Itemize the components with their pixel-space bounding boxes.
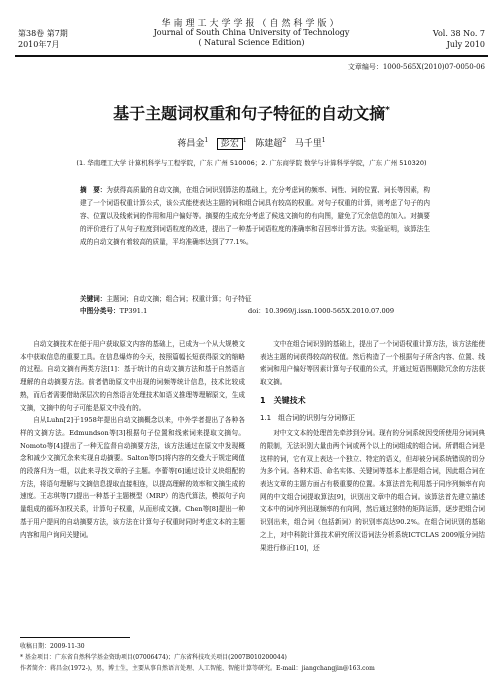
author-4: 马千里 [294, 139, 322, 149]
subsection-heading: 1.1 组合词的识别与分词修正 [260, 413, 356, 422]
journal-edition: ( Natural Science Edition) [198, 38, 305, 47]
body-column-right [260, 338, 485, 554]
abstract-label: 摘 要： [80, 186, 107, 194]
footnote-rule [20, 637, 130, 638]
author-list [0, 136, 503, 149]
date-cn: 2010年7月 [18, 40, 60, 49]
volume-issue-en: Vol. 38 No. 7 [432, 29, 485, 38]
paper-title-text: 基于主题词权重和句子特征的自动文摘 [113, 104, 386, 123]
header-rule [15, 55, 488, 57]
paragraph: 自动文摘技术在便于用户获取原文内容的基础上，已成为一个从大规模文本中获取信息的重要工具。在信息爆炸的今天，按照篇幅长短获得原文的缩略的过程。自动文摘有两类方法[1]：基于统计的自动文摘方法和基于自然语言理解的自动摘要方法。前者借助原文中出现的词频等统计信息，技术比较成熟，而后者需要借助深层次的自然语言处理技术如语义推理等理解原文，生成文摘，文摘中的句子可能是原文中没有的。 [20, 340, 245, 412]
author-3: 陈建超 [255, 139, 283, 149]
paper-title [0, 101, 503, 124]
keywords-text: 主题词；自动文摘；组合词；权重计算；句子特征 [106, 295, 252, 303]
author-1: 蒋昌金 [177, 139, 205, 149]
doi: doi：10.3969/j.issn.1000-565X.2010.07.009 [248, 307, 395, 315]
keywords [80, 293, 430, 303]
keywords-label: 关键词： [80, 295, 107, 303]
abstract [80, 184, 430, 249]
paragraph: 文中在组合词识别的基础上，提出了一个词语权重计算方法，该方法能使表达主题的词获得较高的权值。然后构造了一个根据句子所含内容、位置、线索词和用户偏好等因素计算句子权重的公式，并通过短语图剔除冗余的方法获取文摘。 [260, 340, 485, 387]
footnote-author-bio: 作者简介：蒋昌金(1972-)，男，博士生，主要从事自然语言处理、人工智能、智能计算等研究。E-mail：jiangchangjin@163.com [20, 665, 375, 672]
footnote-received: 收稿日期：2009-11-30 [20, 643, 85, 650]
author-2-affil: 1 [242, 137, 247, 144]
paragraph: 对中文文本的处理首先牵涉到分词。现有的分词系统因受所使用分词词典的限制，无法识别大量由两个词或两个以上的词组成的组合词。所谓组合词是这样的词，它有双上表达一个独立、特定的语义，但却被分词系统错误的切分为多个词。各种术语、命名实体、关键词等基本上都是组合词，因此组合词在表达文章的主题方面占有极重要的位置。本算法首先利用基于同序列频率有向网的中文组合词提取算法[9]，识别出文章中的组合词。该算法首先建立描述文本中的词序列出现频率的有向网，然后通过独特的矩阵运算，逐步把组合词识别出来，组合词（包括新词）的识别率高达90.2%。在组合词识别的基础之上，对中科院计算技术研究所汉语词法分析系统ICTCLAS 2009版分词结果进行修正[10]，还 [260, 429, 485, 552]
author-2: 彭宏 [217, 138, 243, 150]
author-3-affil: 2 [282, 137, 287, 144]
volume-left [18, 28, 68, 50]
affiliations: (1. 华南理工大学 计算机科学与工程学院，广东 广州 510006；2. 广东商学院 数学与计算科学学院，广东 广州 510320) [76, 159, 427, 167]
volume-right [433, 28, 485, 50]
paragraph: 自从Luhn[2]于1958年提出自动文摘概念以来，中外学者提出了各种各样的文摘方法。Edmundson等[3]根据句子位置和线索词来提取文摘句。Nomoto等[4]提出了一种无监督自动摘要方法，该方法通过在原文中发现概念和减少文摘冗余来实现自动摘要。Salton等[5]将内容的交叠大于规定阈值的段落归为一组，以此来寻找文章的子主题。李蕾等[6]通过设计义块组配的方法，将语句理解与文摘信息提取直接相连，以提高理解的效率和文摘生成的速度。王志琪等[7]提出一种基于主题模型（MRP）的迭代算法，模拟句子向量组成的循环加权关系，计算句子权重，从而形成文摘。Chen等[8]提出一种基于用户提问的自动摘要方法，该方法在计算句子权重时同时考虑文本的主题内容和用户询问关键词。 [20, 416, 245, 539]
abstract-text: 为获得高质量的自动文摘，在组合词识别算法的基础上，充分考虑词的频率、词性、词的位置、词长等因素，构建了一个词语权重计算公式，该公式能使表达主题的词和组合词具有较高的权重。对句子权重的计算，则考虑了句子的内容、位置以及线索词的作用和用户偏好等。摘要的生成充分考虑了候选文摘句的有向图，避免了冗余信息的加入。对摘要的评价进行了从句子粒度到词语粒度的改进，提出了一种基于词语粒度的准确率和召回率计算方法。实验证明，该算法生成的自动文摘有着较高的质量，平均准确率达到了77.1%。 [80, 186, 431, 246]
journal-name-cn: 华南理工大学学报（自然科学版） [161, 19, 342, 29]
volume-issue-cn: 第38卷 第7期 [18, 29, 68, 38]
body-column-left [20, 338, 245, 541]
footnote-funding: * 基金项目：广东省自然科学基金资助项目(07006474)；广东省科技攻关项目(2007B010200044) [20, 654, 287, 661]
date-en: July 2010 [446, 40, 485, 49]
section-heading: 1 关键技术 [260, 395, 306, 405]
article-number: 文章编号：1000-565X(2010)07-0050-06 [347, 63, 485, 71]
author-4-affil: 1 [321, 137, 326, 144]
classification [80, 305, 147, 315]
journal-name-en: Journal of South China University of Technology [153, 28, 350, 37]
classification-label: 中图分类号： [80, 307, 120, 315]
author-1-affil: 1 [204, 137, 209, 144]
classification-value: TP391.1 [119, 307, 148, 315]
title-footnote-mark: * [385, 105, 390, 116]
